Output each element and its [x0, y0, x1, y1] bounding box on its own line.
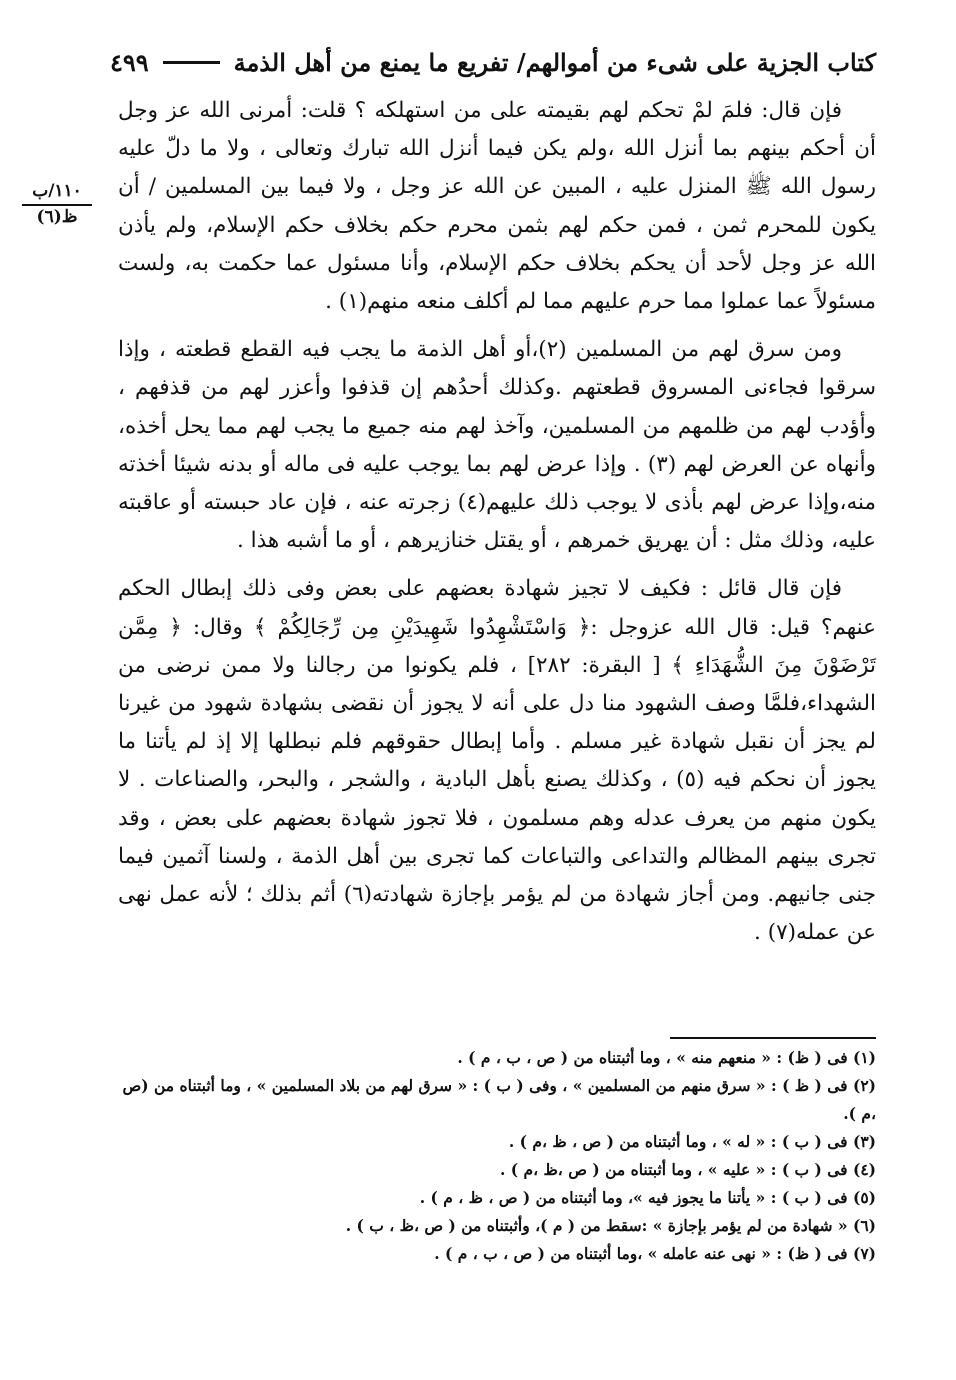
margin-folio-ref: ١١٠/ب [22, 180, 92, 206]
footnote: (٢) فى ( ظ ) : « سرق منهم من المسلمين » ، وفى ( ب ) : « سرق لهم من بلاد المسلمين » ، وما أثبتناه من (ص ،م ). [122, 1076, 876, 1123]
paragraph: فإن قال قائل : فكيف لا تجيز شهادة بعضهم على بعض وفى ذلك إبطال الحكم عنهم؟ قيل: قال الله عزوجل :﴿ وَاسْتَشْهِدُوا شَهِيدَيْنِ مِن رِّجَالِكُمْ ﴾ وقال: ﴿ مِمَّن تَرْضَوْنَ مِنَ الشُّهَدَاءِ ﴾ [ البقرة: ٢٨٢] ، فلم يكونوا من رجالنا ولا ممن نرضى من الشهداء،فلمَّا وصف الشهود منا دل على أنه لا يجوز أن نقضى بشهادة شهود من غيرنا لم يجز أن نقبل شهادة غير مسلم . وأما إبطال حقوقهم فلم نبطلها إلا إذ لم يأتنا ما يجوز أن نحكم فيه (٥) ، وكذلك يصنع بأهل البادية ، والشجر ، والبحر، والصناعات . لا يكون منهم من يعرف عدله وهم مسلمون ، فلا تجوز شهادة بعضهم على بعض ، وقد تجرى بينهم المظالم والتداعى والتباعات كما تجرى بين أهل الذمة ، ولسنا آثمين فيما جنى جانيهم. ومن أجاز شهادة من لم يؤمر بإجازة شهادته(٦) أثم بذلك ؛ لأنه عمل نهى عن عمله(٧) . [118, 576, 876, 946]
footnote: (٤) فى ( ب ) : « عليه » ، وما أثبتناه من ( ص ،ظ ،م ) . [499, 1160, 876, 1179]
page-number: ٤٩٩ [110, 47, 149, 77]
main-text [118, 92, 876, 962]
running-header [110, 40, 876, 84]
footnote: (٣) فى ( ب ) : « له » ، وما أثبتناه من ( ص ، ظ ،م ) . [508, 1132, 876, 1151]
header-rule [163, 61, 220, 64]
footnote: (٥) فى ( ب ) : « يأتنا ما يجوز فيه »، وما أثبتناه من ( ص ، ظ ، م ) . [419, 1188, 876, 1207]
margin-manuscript-reference [22, 180, 92, 228]
footnote: (٦) « شهادة من لم يؤمر بإجازة » :سقط من ( م )، وأثبتناه من ( ص ،ظ ، ب ) . [345, 1216, 876, 1235]
paragraph: ومن سرق لهم من المسلمين (٢)،أو أهل الذمة ما يجب فيه القطع قطعته ، وإذا سرقوا فجاءنى المسروق قطعتهم .وكذلك أحدُهم إن قذفوا وأعزر لهم من قذفهم ، وأؤدب لهم من ظلمهم من المسلمين، وآخذ لهم منه جميع ما يجب لهم مما يحل أخذه، وأنهاه عن العرض لهم (٣) . وإذا عرض لهم بما يوجب عليه فى ماله أو بدنه شيئا أخذته منه،وإذا عرض لهم بأذى لا يوجب ذلك عليهم(٤) زجرته عنه ، فإن عاد حبسته أو عاقبته عليه، وذلك مثل : أن يهريق خمرهم ، أو يقتل خنازيرهم ، أو ما أشبه هذا . [118, 337, 876, 554]
footnotes [120, 1044, 876, 1268]
margin-manuscript-ref: ظ(٦) [36, 207, 78, 227]
footnote: (٧) فى ( ظ) : « نهى عنه عامله » ،وما أثبتناه من ( ص ، ب ، م ) . [434, 1244, 876, 1263]
paragraph: فإن قال: فلمَ لمْ تحكم لهم بقيمته على من استهلكه ؟ قلت: أمرنى الله عز وجل أن أحكم بينهم بما أنزل الله ،ولم يكن فيما أنزل الله تبارك وتعالى ، ولا ما دلّ عليه رسول الله ﷺ المنزل عليه ، المبين عن الله عز وجل ، ولا فيما بين المسلمين / أن يكون للمحرم ثمن ، فمن حكم لهم بثمن محرم حكم بخلاف حكم الإسلام، ولم يأذن الله عز وجل لأحد أن يحكم بخلاف حكم الإسلام، وأنا مسئول عما حكمت به، ولست مسئولاً عما عملوا مما حرم عليهم مما لم أكلف منعه منهم(١) . [118, 98, 876, 315]
footnote-separator [670, 1037, 876, 1039]
header-title: كتاب الجزية على شىء من أموالهم/ تفريع ما يمنع من أهل الذمة [233, 47, 876, 77]
footnote: (١) فى ( ظ) : « منعهم منه » ، وما أثبتناه من ( ص ، ب ، م ) . [457, 1048, 876, 1067]
